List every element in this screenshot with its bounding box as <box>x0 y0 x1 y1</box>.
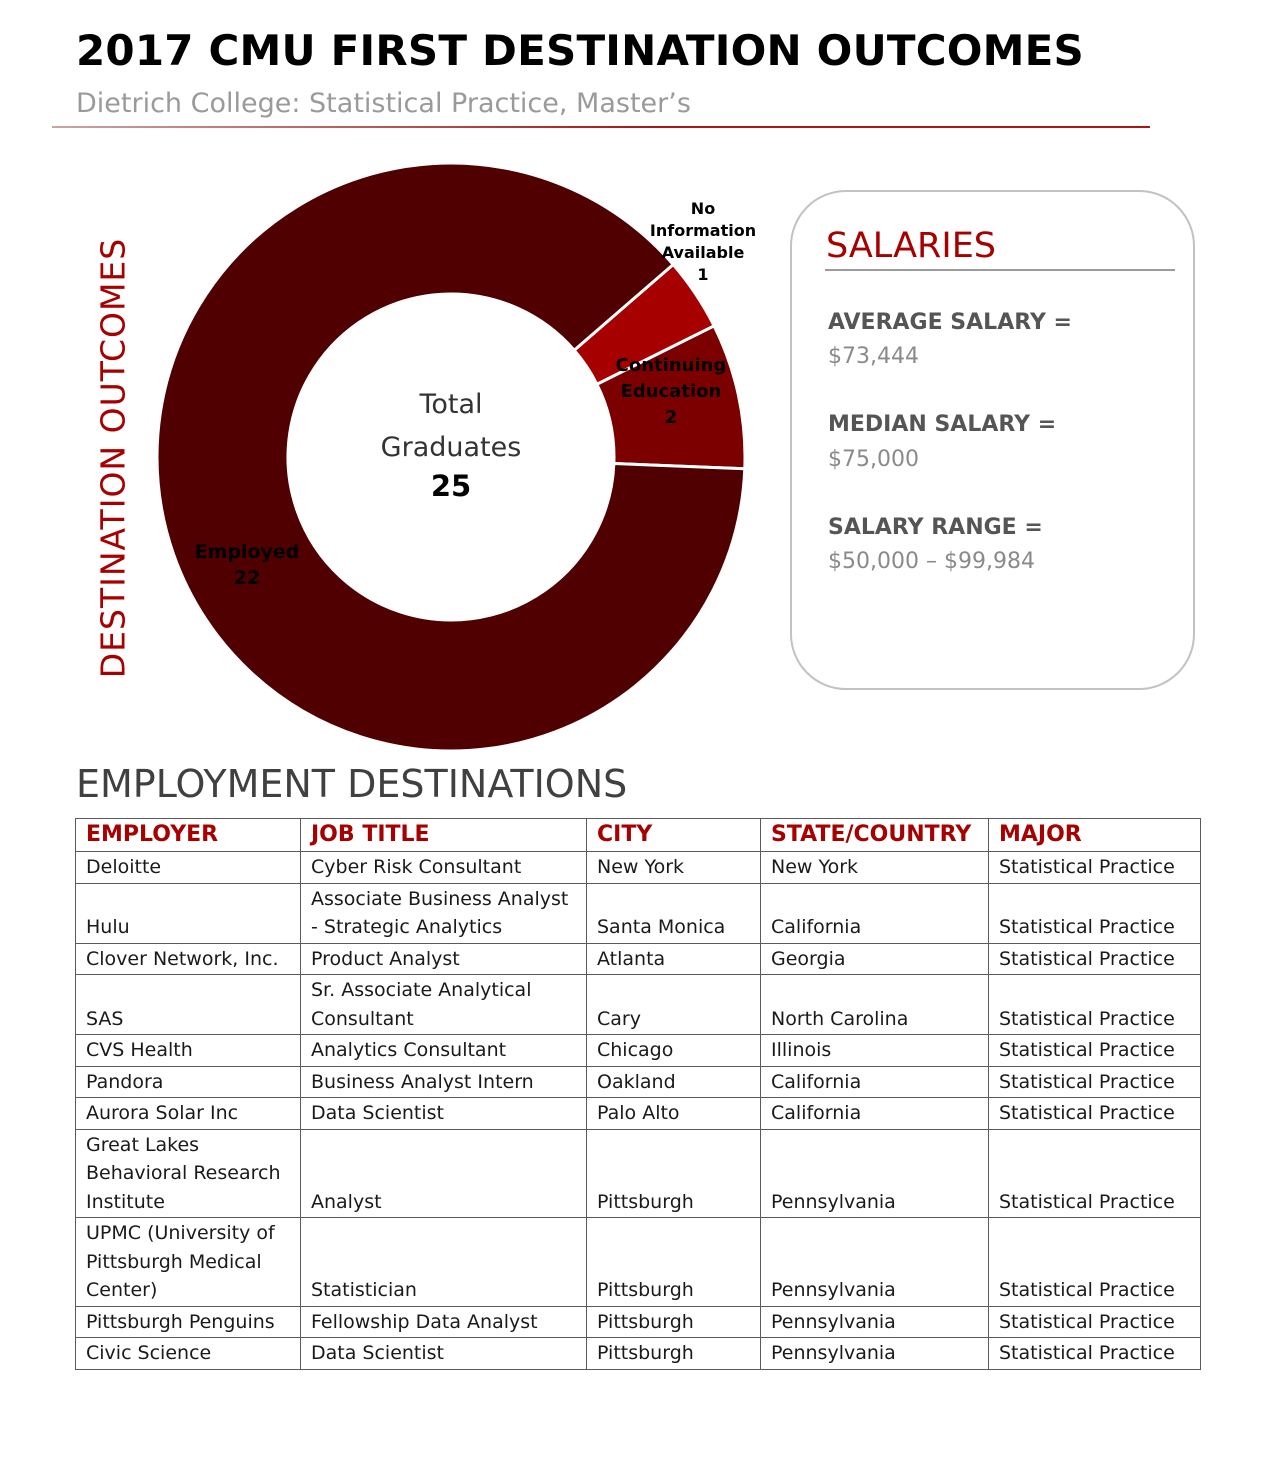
donut-label-employed: 22 <box>233 567 261 589</box>
employment-destinations-title: EMPLOYMENT DESTINATIONS <box>76 762 628 806</box>
salaries-panel <box>790 190 1195 690</box>
cell-state-country: Pennsylvania <box>761 1129 989 1218</box>
column-header-job-title: JOB TITLE <box>301 819 587 852</box>
cell-major: Statistical Practice <box>989 975 1201 1035</box>
cell-major: Statistical Practice <box>989 1098 1201 1130</box>
cell-major: Statistical Practice <box>989 1218 1201 1307</box>
cell-city: Chicago <box>587 1035 761 1067</box>
donut-label-continuing-education: Continuing <box>615 355 727 376</box>
cell-major: Statistical Practice <box>989 1129 1201 1218</box>
cell-major: Statistical Practice <box>989 1338 1201 1370</box>
cell-state-country: California <box>761 883 989 943</box>
cell-state-country: Pennsylvania <box>761 1306 989 1338</box>
cell-job-title: Product Analyst <box>301 943 587 975</box>
cell-job-title: Analytics Consultant <box>301 1035 587 1067</box>
cell-employer: Hulu <box>76 883 301 943</box>
cell-city: Pittsburgh <box>587 1218 761 1307</box>
donut-label-no-information-available: No <box>690 199 716 218</box>
table-row <box>76 852 1201 884</box>
cell-employer: SAS <box>76 975 301 1035</box>
cell-city: Pittsburgh <box>587 1338 761 1370</box>
cell-employer: Deloitte <box>76 852 301 884</box>
donut-center-label: Graduates <box>380 432 522 463</box>
cell-job-title: Statistician <box>301 1218 587 1307</box>
cell-city: Santa Monica <box>587 883 761 943</box>
average-salary-label: AVERAGE SALARY = <box>828 310 1072 335</box>
cell-city: New York <box>587 852 761 884</box>
donut-center-label: Total <box>419 389 483 420</box>
cell-state-country: Illinois <box>761 1035 989 1067</box>
cell-major: Statistical Practice <box>989 943 1201 975</box>
donut-label-no-information-available: 1 <box>697 265 709 284</box>
cell-major: Statistical Practice <box>989 1035 1201 1067</box>
salary-range-value: $50,000 – $99,984 <box>828 549 1035 574</box>
destination-outcomes-label: DESTINATION OUTCOMES <box>93 237 133 679</box>
cell-employer: Pandora <box>76 1066 301 1098</box>
table-row <box>76 975 1201 1035</box>
donut-label-employed: Employed <box>194 541 300 563</box>
cell-job-title: Sr. Associate Analytical Consultant <box>301 975 587 1035</box>
cell-state-country: Pennsylvania <box>761 1338 989 1370</box>
cell-city: Pittsburgh <box>587 1306 761 1338</box>
table-row <box>76 1066 1201 1098</box>
table-row <box>76 943 1201 975</box>
cell-major: Statistical Practice <box>989 1066 1201 1098</box>
cell-employer: Great Lakes Behavioral Research Institute <box>76 1129 301 1218</box>
donut-label-no-information-available: Available <box>661 243 745 262</box>
cell-major: Statistical Practice <box>989 852 1201 884</box>
cell-job-title: Data Scientist <box>301 1338 587 1370</box>
column-header-employer: EMPLOYER <box>76 819 301 852</box>
cell-employer: Pittsburgh Penguins <box>76 1306 301 1338</box>
cell-state-country: North Carolina <box>761 975 989 1035</box>
cell-employer: CVS Health <box>76 1035 301 1067</box>
cell-employer: Aurora Solar Inc <box>76 1098 301 1130</box>
cell-major: Statistical Practice <box>989 1306 1201 1338</box>
cell-city: Oakland <box>587 1066 761 1098</box>
table-row <box>76 1218 1201 1307</box>
donut-center-total: 25 <box>430 469 472 503</box>
cell-state-country: California <box>761 1066 989 1098</box>
cell-state-country: New York <box>761 852 989 884</box>
table-header-row <box>76 819 1201 852</box>
table-row <box>76 1129 1201 1218</box>
cell-employer: Civic Science <box>76 1338 301 1370</box>
page-subtitle: Dietrich College: Statistical Practice, Master’s <box>76 88 691 119</box>
median-salary-value: $75,000 <box>828 447 919 472</box>
table-row <box>76 883 1201 943</box>
table-row <box>76 1306 1201 1338</box>
table-body <box>76 852 1201 1370</box>
average-salary-value: $73,444 <box>828 344 919 369</box>
column-header-state-country: STATE/COUNTRY <box>761 819 989 852</box>
donut-label-continuing-education: 2 <box>664 407 678 428</box>
table-row <box>76 1098 1201 1130</box>
salaries-divider <box>825 269 1175 271</box>
salaries-heading: SALARIES <box>826 226 997 266</box>
salary-range-label: SALARY RANGE = <box>828 515 1043 540</box>
column-header-city: CITY <box>587 819 761 852</box>
cell-city: Atlanta <box>587 943 761 975</box>
cell-employer: Clover Network, Inc. <box>76 943 301 975</box>
cell-job-title: Associate Business Analyst - Strategic Analytics <box>301 883 587 943</box>
table-row <box>76 1035 1201 1067</box>
cell-employer: UPMC (University of Pittsburgh Medical Center) <box>76 1218 301 1307</box>
cell-job-title: Data Scientist <box>301 1098 587 1130</box>
column-header-major: MAJOR <box>989 819 1201 852</box>
cell-state-country: Georgia <box>761 943 989 975</box>
median-salary-label: MEDIAN SALARY = <box>828 412 1057 437</box>
cell-job-title: Analyst <box>301 1129 587 1218</box>
table-row <box>76 1338 1201 1370</box>
employment-destinations-table <box>75 818 1201 1370</box>
cell-city: Cary <box>587 975 761 1035</box>
cell-city: Palo Alto <box>587 1098 761 1130</box>
page-title: 2017 CMU FIRST DESTINATION OUTCOMES <box>76 26 1084 75</box>
cell-job-title: Fellowship Data Analyst <box>301 1306 587 1338</box>
cell-job-title: Business Analyst Intern <box>301 1066 587 1098</box>
cell-job-title: Cyber Risk Consultant <box>301 852 587 884</box>
donut-label-no-information-available: Information <box>649 221 757 240</box>
cell-state-country: Pennsylvania <box>761 1218 989 1307</box>
cell-major: Statistical Practice <box>989 883 1201 943</box>
destination-donut-chart <box>0 0 800 760</box>
cell-state-country: California <box>761 1098 989 1130</box>
cell-city: Pittsburgh <box>587 1129 761 1218</box>
donut-label-continuing-education: Education <box>620 381 722 402</box>
